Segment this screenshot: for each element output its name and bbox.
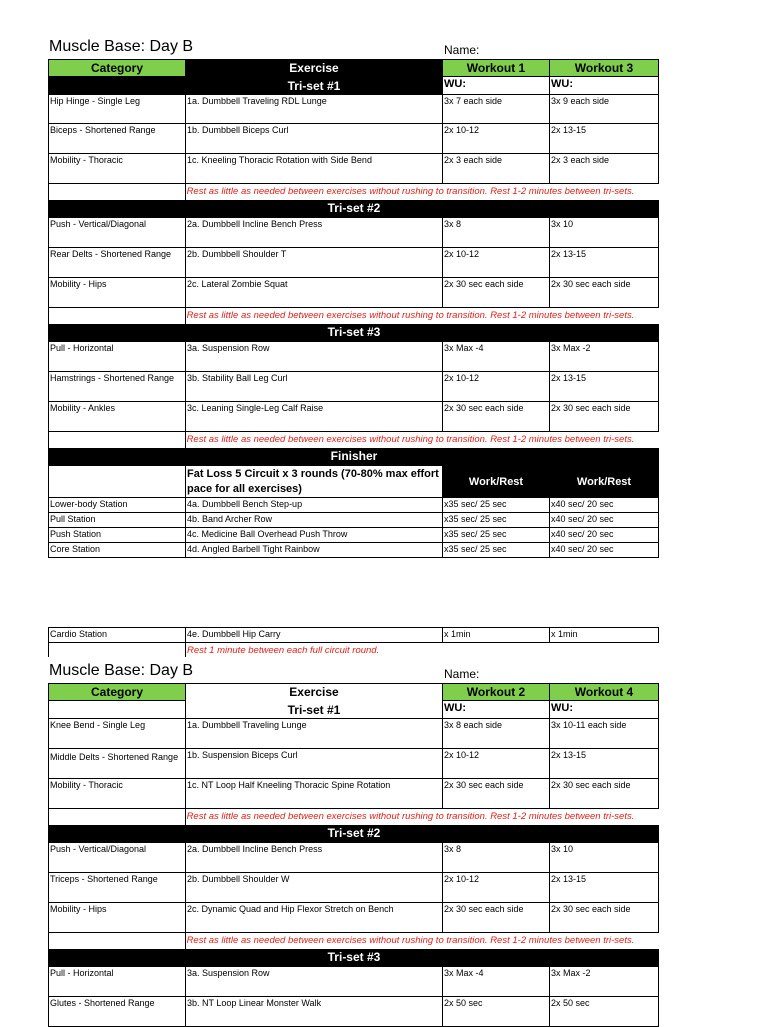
exercise-cell: 2a. Dumbbell Incline Bench Press bbox=[186, 218, 443, 247]
category-cell: Push - Vertical/Diagonal bbox=[48, 843, 186, 872]
category-cell: Glutes - Shortened Range bbox=[48, 997, 186, 1026]
workout-b-cell: 3x 10-11 each side bbox=[550, 719, 659, 748]
triset1-title: Tri-set #1 bbox=[186, 701, 443, 718]
triset1-title-row bbox=[48, 77, 659, 94]
workout-b-cell: 3x 10 bbox=[550, 218, 659, 247]
category-cell: Pull Station bbox=[48, 513, 186, 527]
workout-a-cell: 3x Max -4 bbox=[443, 967, 550, 996]
category-cell: Rear Delts - Shortened Range bbox=[48, 248, 186, 277]
category-cell: Mobility - Thoracic bbox=[48, 779, 186, 808]
category-cell: Lower-body Station bbox=[48, 498, 186, 512]
exercise-header: Exercise bbox=[186, 683, 443, 701]
exercise-cell: 4c. Medicine Ball Overhead Push Throw bbox=[186, 528, 443, 542]
rest-row bbox=[48, 184, 659, 200]
category-cell: Middle Delts - Shortened Range bbox=[48, 749, 186, 778]
workout-b-cell: 2x 30 sec each side bbox=[550, 278, 659, 307]
table-row bbox=[48, 94, 659, 124]
triset3-title: Tri-set #3 bbox=[48, 324, 659, 342]
workout-a-cell: 3x 7 each side bbox=[443, 95, 550, 123]
workout-a-header: Workout 1 bbox=[443, 59, 550, 77]
finisher-description: Fat Loss 5 Circuit x 3 rounds (70-80% max effort pace for all exercises) bbox=[186, 466, 443, 497]
sheet2-name-label: Name: bbox=[444, 667, 480, 681]
exercise-cell: 2c. Lateral Zombie Squat bbox=[186, 278, 443, 307]
workout-b-cell: x 1min bbox=[550, 628, 659, 642]
category-cell: Push Station bbox=[48, 528, 186, 542]
header-row bbox=[48, 683, 659, 701]
category-cell: Mobility - Thoracic bbox=[48, 154, 186, 183]
rest-row bbox=[48, 643, 659, 657]
workout-a-cell: 2x 10-12 bbox=[443, 248, 550, 277]
table-row bbox=[48, 513, 659, 528]
workout-a-cell: x35 sec/ 25 sec bbox=[443, 513, 550, 527]
finisher-header-row bbox=[48, 466, 659, 498]
workout-b-header: Workout 3 bbox=[550, 59, 659, 77]
workout-b-cell: 3x Max -2 bbox=[550, 342, 659, 371]
table-row bbox=[48, 218, 659, 248]
workout-a-cell: x35 sec/ 25 sec bbox=[443, 498, 550, 512]
category-cell: Cardio Station bbox=[48, 628, 186, 642]
workout-a-cell: 2x 30 sec each side bbox=[443, 278, 550, 307]
rest-row bbox=[48, 809, 659, 825]
category-cell: Triceps - Shortened Range bbox=[48, 873, 186, 902]
category-cell: Push - Vertical/Diagonal bbox=[48, 218, 186, 247]
workout-a-cell: 2x 30 sec each side bbox=[443, 402, 550, 431]
workout-a-cell: 2x 10-12 bbox=[443, 873, 550, 902]
workout-a-cell: 2x 30 sec each side bbox=[443, 903, 550, 932]
workout-a-cell: 3x Max -4 bbox=[443, 342, 550, 371]
rest-note: Rest as little as needed between exercises without rushing to transition. Rest 1-2 minutes between tri-sets. bbox=[186, 935, 635, 946]
exercise-cell: 1a. Dumbbell Traveling Lunge bbox=[186, 719, 443, 748]
rest-row bbox=[48, 308, 659, 324]
category-cell: Core Station bbox=[48, 543, 186, 557]
rest-row bbox=[48, 432, 659, 448]
sheet1-table bbox=[48, 59, 659, 558]
workout-a-cell: x35 sec/ 25 sec bbox=[443, 528, 550, 542]
workout-b-cell: 2x 13-15 bbox=[550, 248, 659, 277]
category-cell: Biceps - Shortened Range bbox=[48, 124, 186, 153]
workout-b-cell: 2x 50 sec bbox=[550, 997, 659, 1026]
exercise-cell: 3c. Leaning Single-Leg Calf Raise bbox=[186, 402, 443, 431]
exercise-cell: 4d. Angled Barbell Tight Rainbow bbox=[186, 543, 443, 557]
workout-a-cell: 2x 10-12 bbox=[443, 372, 550, 401]
table-row bbox=[48, 498, 659, 513]
exercise-cell: 1c. NT Loop Half Kneeling Thoracic Spine Rotation bbox=[186, 779, 443, 808]
table-row bbox=[48, 528, 659, 543]
workout-b-cell: 3x 9 each side bbox=[550, 95, 659, 123]
rest-note: Rest as little as needed between exercises without rushing to transition. Rest 1-2 minutes between tri-sets. bbox=[186, 186, 635, 197]
exercise-cell: 3b. Stability Ball Leg Curl bbox=[186, 372, 443, 401]
workout-a-cell: 2x 10-12 bbox=[443, 124, 550, 153]
workout-b-cell: x40 sec/ 20 sec bbox=[550, 543, 659, 557]
category-cell: Mobility - Hips bbox=[48, 903, 186, 932]
table-row bbox=[48, 627, 659, 643]
wu-label: WU: bbox=[550, 701, 659, 718]
wu-label: WU: bbox=[443, 701, 550, 718]
exercise-cell: 2b. Dumbbell Shoulder T bbox=[186, 248, 443, 277]
workout-b-cell: 2x 13-15 bbox=[550, 749, 659, 778]
workout-a-cell: 2x 50 sec bbox=[443, 997, 550, 1026]
exercise-cell: 2b. Dumbbell Shoulder W bbox=[186, 873, 443, 902]
category-cell: Pull - Horizontal bbox=[48, 342, 186, 371]
category-header: Category bbox=[48, 683, 186, 701]
exercise-cell: 1b. Suspension Biceps Curl bbox=[186, 749, 443, 778]
table-row bbox=[48, 873, 659, 903]
category-cell: Mobility - Ankles bbox=[48, 402, 186, 431]
wu-label: WU: bbox=[550, 77, 659, 94]
sheet2-title: Muscle Base: Day B bbox=[49, 662, 194, 679]
table-row bbox=[48, 749, 659, 779]
header-row bbox=[48, 59, 659, 77]
workout-a-cell: 3x 8 each side bbox=[443, 719, 550, 748]
table-row bbox=[48, 967, 659, 997]
workout-a-cell: 3x 8 bbox=[443, 218, 550, 247]
table-row bbox=[48, 278, 659, 308]
workout-b-cell: 2x 13-15 bbox=[550, 124, 659, 153]
workout-a-cell: 2x 30 sec each side bbox=[443, 779, 550, 808]
work-rest-header-a: Work/Rest bbox=[443, 466, 550, 497]
sheet1-name-label: Name: bbox=[444, 43, 480, 57]
exercise-cell: 2a. Dumbbell Incline Bench Press bbox=[186, 843, 443, 872]
workout-b-cell: 2x 30 sec each side bbox=[550, 402, 659, 431]
workout-b-header: Workout 4 bbox=[550, 683, 659, 701]
workout-b-cell: 2x 13-15 bbox=[550, 372, 659, 401]
exercise-cell: 4a. Dumbbell Bench Step-up bbox=[186, 498, 443, 512]
triset2-title: Tri-set #2 bbox=[48, 825, 659, 843]
category-cell: Hip Hinge - Single Leg bbox=[48, 95, 186, 123]
exercise-cell: 3a. Suspension Row bbox=[186, 967, 443, 996]
finisher-title: Finisher bbox=[48, 448, 659, 466]
category-cell: Pull - Horizontal bbox=[48, 967, 186, 996]
rest-note: Rest as little as needed between exercises without rushing to transition. Rest 1-2 minutes between tri-sets. bbox=[186, 811, 635, 822]
workout-a-cell: 3x 8 bbox=[443, 843, 550, 872]
workout-b-cell: x40 sec/ 20 sec bbox=[550, 498, 659, 512]
circuit-rest-note: Rest 1 minute between each full circuit round. bbox=[187, 645, 380, 656]
sheet1-title: Muscle Base: Day B bbox=[49, 38, 194, 55]
exercise-cell: 1a. Dumbbell Traveling RDL Lunge bbox=[186, 95, 443, 123]
workout-b-cell: x40 sec/ 20 sec bbox=[550, 528, 659, 542]
exercise-cell: 3b. NT Loop Linear Monster Walk bbox=[186, 997, 443, 1026]
workout-b-cell: 2x 13-15 bbox=[550, 873, 659, 902]
triset2-title: Tri-set #2 bbox=[48, 200, 659, 218]
workout-b-cell: 2x 30 sec each side bbox=[550, 779, 659, 808]
triset3-title: Tri-set #3 bbox=[48, 949, 659, 967]
workout-b-cell: 2x 30 sec each side bbox=[550, 903, 659, 932]
table-row bbox=[48, 154, 659, 184]
rest-note: Rest as little as needed between exercises without rushing to transition. Rest 1-2 minutes between tri-sets. bbox=[186, 310, 635, 321]
cardio-section bbox=[48, 627, 659, 657]
workout-b-cell: 3x 10 bbox=[550, 843, 659, 872]
workout-b-cell: 2x 3 each side bbox=[550, 154, 659, 183]
table-row bbox=[48, 997, 659, 1027]
exercise-cell: 4b. Band Archer Row bbox=[186, 513, 443, 527]
triset1-title-row bbox=[48, 701, 659, 718]
exercise-cell: 3a. Suspension Row bbox=[186, 342, 443, 371]
exercise-cell: 4e. Dumbbell Hip Carry bbox=[186, 628, 443, 642]
table-row bbox=[48, 342, 659, 372]
workout-a-cell: x35 sec/ 25 sec bbox=[443, 543, 550, 557]
workout-b-cell: 3x Max -2 bbox=[550, 967, 659, 996]
exercise-cell: 1c. Kneeling Thoracic Rotation with Side Bend bbox=[186, 154, 443, 183]
rest-note: Rest as little as needed between exercises without rushing to transition. Rest 1-2 minutes between tri-sets. bbox=[186, 434, 635, 445]
exercise-header: Exercise bbox=[186, 59, 443, 77]
category-header: Category bbox=[48, 59, 186, 77]
table-row bbox=[48, 903, 659, 933]
workout-a-header: Workout 2 bbox=[443, 683, 550, 701]
workout-b-cell: x40 sec/ 20 sec bbox=[550, 513, 659, 527]
sheet2-table bbox=[48, 683, 659, 1027]
table-row bbox=[48, 402, 659, 432]
table-row bbox=[48, 124, 659, 154]
table-row bbox=[48, 779, 659, 809]
table-row bbox=[48, 372, 659, 402]
table-row bbox=[48, 543, 659, 558]
rest-row bbox=[48, 933, 659, 949]
table-row bbox=[48, 843, 659, 873]
table-row bbox=[48, 718, 659, 749]
triset1-title: Tri-set #1 bbox=[186, 77, 443, 94]
workout-a-cell: 2x 10-12 bbox=[443, 749, 550, 778]
table-row bbox=[48, 248, 659, 278]
workout-a-cell: 2x 3 each side bbox=[443, 154, 550, 183]
exercise-cell: 1b. Dumbbell Biceps Curl bbox=[186, 124, 443, 153]
workout-a-cell: x 1min bbox=[443, 628, 550, 642]
work-rest-header-b: Work/Rest bbox=[550, 466, 659, 497]
category-cell: Mobility - Hips bbox=[48, 278, 186, 307]
category-cell: Knee Bend - Single Leg bbox=[48, 719, 186, 748]
wu-label: WU: bbox=[443, 77, 550, 94]
category-cell: Hamstrings - Shortened Range bbox=[48, 372, 186, 401]
exercise-cell: 2c. Dynamic Quad and Hip Flexor Stretch on Bench bbox=[186, 903, 443, 932]
